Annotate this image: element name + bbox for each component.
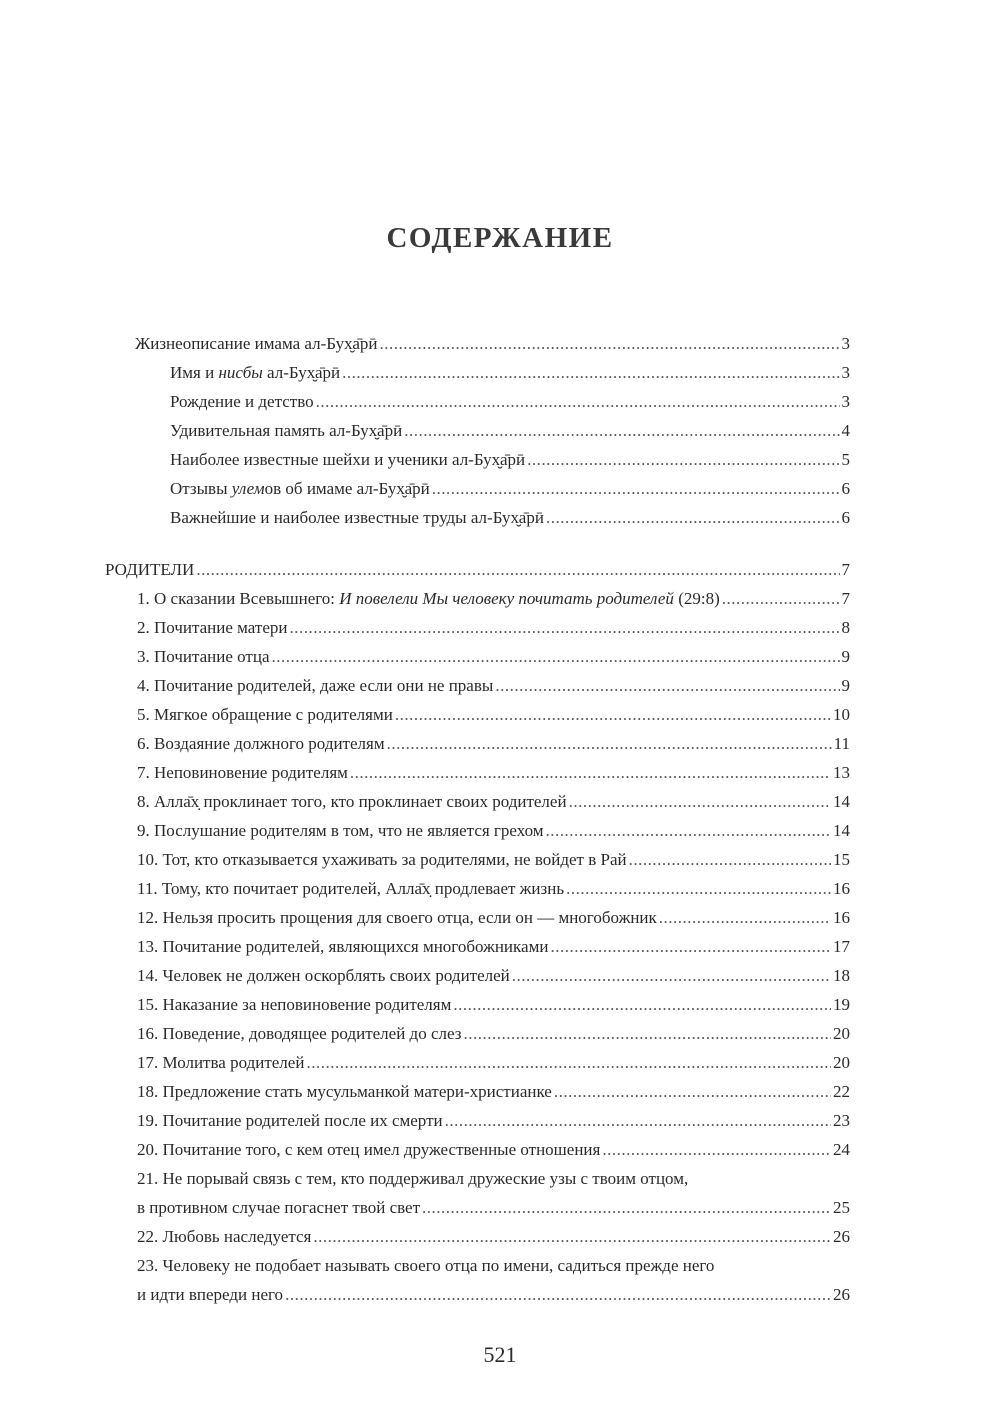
toc-page-number: 14 (833, 821, 850, 840)
toc-page-number: 13 (833, 763, 850, 782)
toc-entry-title-text: Рождение и детство (170, 392, 314, 411)
dot-leader (629, 845, 831, 874)
toc-page-number: 9 (841, 647, 850, 666)
toc-entry-title-text: 4. Почитание родителей, даже если они не правы (137, 676, 494, 695)
toc-entry-title (137, 1019, 461, 1048)
toc-page-number: 23 (833, 1111, 850, 1130)
dot-leader (546, 503, 840, 532)
toc-entry-title (137, 1048, 304, 1077)
toc-page-number: 16 (833, 879, 850, 898)
toc-entry (0, 503, 1000, 532)
toc-entry-title (137, 903, 657, 932)
toc-page-number: 3 (841, 363, 850, 382)
toc-page-number: 10 (833, 705, 850, 724)
toc-entry-title: Жизнеописание имама ал-Бух̮а̄рӣ (135, 334, 378, 353)
dot-leader (453, 990, 831, 1019)
toc-page-number: 26 (833, 1227, 850, 1246)
toc-page-number: 20 (833, 1053, 850, 1072)
toc-entry-title (170, 358, 340, 387)
toc-entry (0, 1251, 1000, 1309)
dot-leader (272, 642, 840, 671)
toc-page-number: 17 (833, 937, 850, 956)
toc-entry-title-italic: нисбы (218, 363, 263, 382)
dot-leader (342, 358, 839, 387)
toc-entry (0, 787, 1000, 816)
toc-entry-title-text: 8. Алла̄х̣ проклинает того, кто проклинает своих родителей (137, 792, 567, 811)
toc-entry (0, 816, 1000, 845)
toc-entry-title-text: 15. Наказание за неповиновение родителям (137, 995, 452, 1014)
toc-entry (0, 1077, 1000, 1106)
toc-entry (0, 932, 1000, 961)
toc-entry (0, 671, 1000, 700)
toc-entry-title-text: ал-Бух̮а̄рӣ (262, 363, 341, 382)
dot-leader (422, 1193, 831, 1222)
toc-entry-title-text: в противном случае погаснет твой свет (137, 1198, 421, 1217)
toc-entry-title (137, 816, 544, 845)
dot-leader (313, 1222, 831, 1251)
toc-page-number: 6 (841, 508, 850, 527)
toc-entry-title (137, 1222, 311, 1251)
toc-entry-title (137, 932, 548, 961)
toc-page-number: 20 (833, 1024, 850, 1043)
toc-page-number: 19 (833, 995, 850, 1014)
toc-entry-title (170, 503, 544, 532)
dot-leader (602, 1135, 831, 1164)
toc-entry-title-text: Удивительная память ал-Бух̮а̄рӣ (170, 421, 403, 440)
toc-entry (0, 874, 1000, 903)
toc-section-intro (0, 329, 1000, 532)
toc-entry (0, 445, 1000, 474)
dot-leader (659, 903, 831, 932)
toc-entry-title-text: 20. Почитание того, с кем отец имел дружественные отношения (137, 1140, 601, 1159)
dot-leader (722, 584, 840, 613)
dot-leader (546, 816, 831, 845)
toc-entry (0, 845, 1000, 874)
toc-entry (0, 1048, 1000, 1077)
toc-entry-title-text: Отзывы (170, 479, 232, 498)
toc-entry-title (137, 990, 451, 1019)
toc-page-number: 22 (833, 1082, 850, 1101)
toc-entry-title-text: 14. Человек не должен оскорблять своих родителей (137, 966, 510, 985)
toc-entry (0, 700, 1000, 729)
dot-leader (566, 874, 831, 903)
toc-entry (0, 903, 1000, 932)
dot-leader (306, 1048, 831, 1077)
toc-entry-title (137, 613, 287, 642)
toc-page-number: 3 (841, 334, 850, 353)
toc-entry-title-italic: улем (231, 479, 265, 498)
toc-entry-title-text: Имя и (170, 363, 219, 382)
toc-page-number: 4 (841, 421, 850, 440)
toc-entry-title (137, 1077, 552, 1106)
toc-entry (0, 416, 1000, 445)
toc-entry (0, 729, 1000, 758)
toc-entry-title (170, 416, 402, 445)
toc-entry-title (137, 700, 393, 729)
page-title: СОДЕРЖАНИЕ (386, 222, 614, 254)
toc-page-number: 16 (833, 908, 850, 927)
toc-entry (0, 758, 1000, 787)
toc-entry-title (170, 474, 430, 503)
toc-entry-title (170, 387, 314, 416)
dot-leader (512, 961, 831, 990)
toc-page-number: 15 (833, 850, 850, 869)
toc-entry-title (137, 845, 627, 874)
toc-entry-title-text: 2. Почитание матери (137, 618, 288, 637)
dot-leader (395, 700, 831, 729)
toc-entry-title (137, 758, 348, 787)
toc-entry-title-text: и идти впереди него (137, 1285, 284, 1304)
dot-leader (445, 1106, 831, 1135)
toc-entry-title (137, 671, 493, 700)
toc-entry-title (170, 445, 525, 474)
toc-entry-title-text: 17. Молитва родителей (137, 1053, 305, 1072)
dot-leader (289, 613, 839, 642)
toc-entry (0, 474, 1000, 503)
toc-entry-title-text: 7. Неповиновение родителям (137, 763, 348, 782)
toc-entry-title-text: 9. Послушание родителям в том, что не является грехом (137, 821, 544, 840)
toc-page-number: 3 (841, 392, 850, 411)
toc-page-number: 8 (841, 618, 850, 637)
toc-entry-title-text: 19. Почитание родителей после их смерти (137, 1111, 443, 1130)
toc-entry-title-text: 1. О сказании Всевышнего: (137, 589, 340, 608)
toc-entry-title (137, 1280, 283, 1309)
toc-entry-title-text: (29:8) (673, 589, 720, 608)
table-of-contents (0, 329, 1000, 1309)
dot-leader (527, 445, 839, 474)
toc-entry (0, 613, 1000, 642)
toc-entry (0, 387, 1000, 416)
toc-entry (0, 584, 1000, 613)
toc-page-number: 6 (841, 479, 850, 498)
toc-page-number: 7 (841, 589, 850, 608)
dot-leader (285, 1280, 831, 1309)
toc-page-number: 5 (841, 450, 850, 469)
toc-page-number: 25 (833, 1198, 850, 1217)
toc-entry-title-text: 3. Почитание отца (137, 647, 270, 666)
toc-entry (0, 642, 1000, 671)
toc-entry-title-line: 21. Не порывай связь с тем, кто поддерживал дружеские узы с твоим отцом, (137, 1169, 689, 1188)
toc-section-parents (0, 555, 1000, 1309)
toc-entry-title-text: Наиболее известные шейхи и ученики ал-Бух̮а̄рӣ (170, 450, 526, 469)
toc-entry-title-text: 10. Тот, кто отказывается ухаживать за родителями, не войдет в Рай (137, 850, 627, 869)
toc-entry-title (137, 642, 270, 671)
toc-entry-title-text: 12. Нельзя просить прощения для своего отца, если он — многобожник (137, 908, 657, 927)
dot-leader (404, 416, 839, 445)
toc-entry-title (137, 729, 385, 758)
toc-entry-title: РОДИТЕЛИ (105, 560, 195, 579)
toc-entry-title (137, 874, 564, 903)
dot-leader (350, 758, 831, 787)
toc-page-number: 14 (833, 792, 850, 811)
toc-entry (0, 990, 1000, 1019)
toc-entry-title (137, 584, 720, 613)
toc-entry-title-text: 16. Поведение, доводящее родителей до слез (137, 1024, 462, 1043)
toc-entry (0, 1164, 1000, 1222)
toc-page-number: 7 (841, 560, 850, 579)
dot-leader (550, 932, 831, 961)
toc-page-number: 18 (833, 966, 850, 985)
dot-leader (196, 555, 839, 584)
toc-entry-title-text: 22. Любовь наследуется (137, 1227, 312, 1246)
toc-section-heading (0, 555, 1000, 584)
dot-leader (463, 1019, 831, 1048)
toc-entry-title (137, 787, 567, 816)
dot-leader (554, 1077, 831, 1106)
toc-entry (0, 358, 1000, 387)
toc-entry-title (137, 1135, 600, 1164)
toc-page-number: 24 (833, 1140, 850, 1159)
toc-entry (0, 1019, 1000, 1048)
dot-leader (380, 329, 840, 358)
dot-leader (387, 729, 832, 758)
toc-entry (0, 1222, 1000, 1251)
toc-entry-title-text: 5. Мягкое обращение с родителями (137, 705, 393, 724)
toc-entry (0, 961, 1000, 990)
toc-entry-title-text: 13. Почитание родителей, являющихся многобожниками (137, 937, 549, 956)
toc-entry-title (137, 1193, 420, 1222)
toc-entry-title-text: Важнейшие и наиболее известные труды ал-Бух̮а̄рӣ (170, 508, 544, 527)
toc-section-heading (0, 329, 1000, 358)
toc-page-number: 11 (833, 734, 850, 753)
dot-leader (495, 671, 839, 700)
dot-leader (432, 474, 840, 503)
toc-entry-title-italic: И повелели Мы человеку почитать родителей (339, 589, 674, 608)
toc-entry-title (137, 961, 510, 990)
toc-page-number: 9 (841, 676, 850, 695)
toc-entry-title-text: 6. Воздаяние должного родителям (137, 734, 385, 753)
toc-entry (0, 1106, 1000, 1135)
toc-entry-title-text: 11. Тому, кто почитает родителей, Алла̄х̣ продлевает жизнь (137, 879, 565, 898)
toc-entry-title-text: 18. Предложение стать мусульманкой матери-христианке (137, 1082, 552, 1101)
toc-entry-title-line: 23. Человеку не подобает называть своего отца по имени, садиться прежде него (137, 1256, 715, 1275)
toc-page-number: 26 (833, 1285, 850, 1304)
toc-entry (0, 1135, 1000, 1164)
toc-entry-title-text: ов об имаме ал-Бух̮а̄рӣ (264, 479, 430, 498)
dot-leader (316, 387, 840, 416)
page-number: 521 (483, 1342, 517, 1367)
dot-leader (569, 787, 831, 816)
toc-entry-title (137, 1106, 443, 1135)
